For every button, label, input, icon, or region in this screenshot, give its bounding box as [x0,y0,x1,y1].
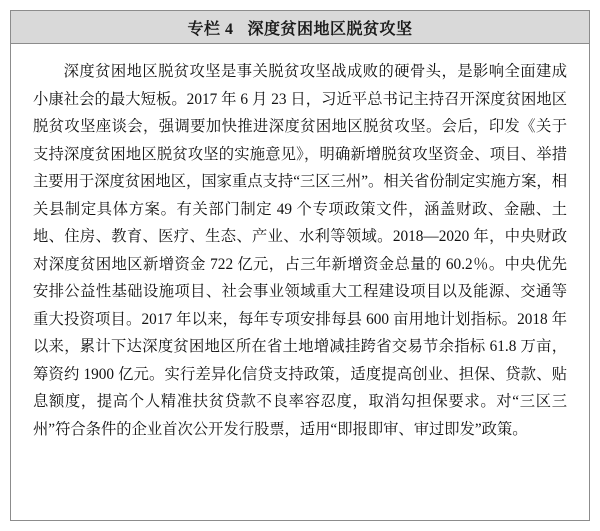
callout-paragraph: 深度贫困地区脱贫攻坚是事关脱贫攻坚战成败的硬骨头，是影响全面建成小康社会的最大短板。2017 年 6 月 23 日，习近平总书记主持召开深度贫困地区脱贫攻坚座谈会，强调要加快推进深度贫困地区脱贫攻坚。会后，印发《关于支持深度贫困地区脱贫攻坚的实施意见》，明确新增脱贫攻坚资金、项目、举措主要用于深度贫困地区，国家重点支持“三区三州”。相关省份制定实施方案，相关县制定具体方案。有关部门制定 49 个专项政策文件，涵盖财政、金融、土地、住房、教育、医疗、生态、产业、水利等领域。2018—2020 年，中央财政对深度贫困地区新增资金 722 亿元，占三年新增资金总量的 60.2％。中央优先安排公益性基础设施项目、社会事业领域重大工程建设项目以及能源、交通等重大投资项目。2017 年以来，每年专项安排每县 600 亩用地计划指标。2018 年以来，累计下达深度贫困地区所在省土地增减挂跨省交易节余指标 61.8 万亩，筹资约 1900 亿元。实行差异化信贷支持政策，适度提高创业、担保、贷款、贴息额度，提高个人精准扶贫贷款不良率容忍度，取消勾担保要求。对“三区三州”符合条件的企业首次公开发行股票，适用“即报即审、审过即发”政策。 [33,63,567,438]
callout-box [10,10,590,521]
callout-number: 专栏 4 [187,20,234,38]
callout-body [11,44,589,453]
callout-heading: 深度贫困地区脱贫攻坚 [247,20,413,38]
callout-title-bar [11,11,589,44]
